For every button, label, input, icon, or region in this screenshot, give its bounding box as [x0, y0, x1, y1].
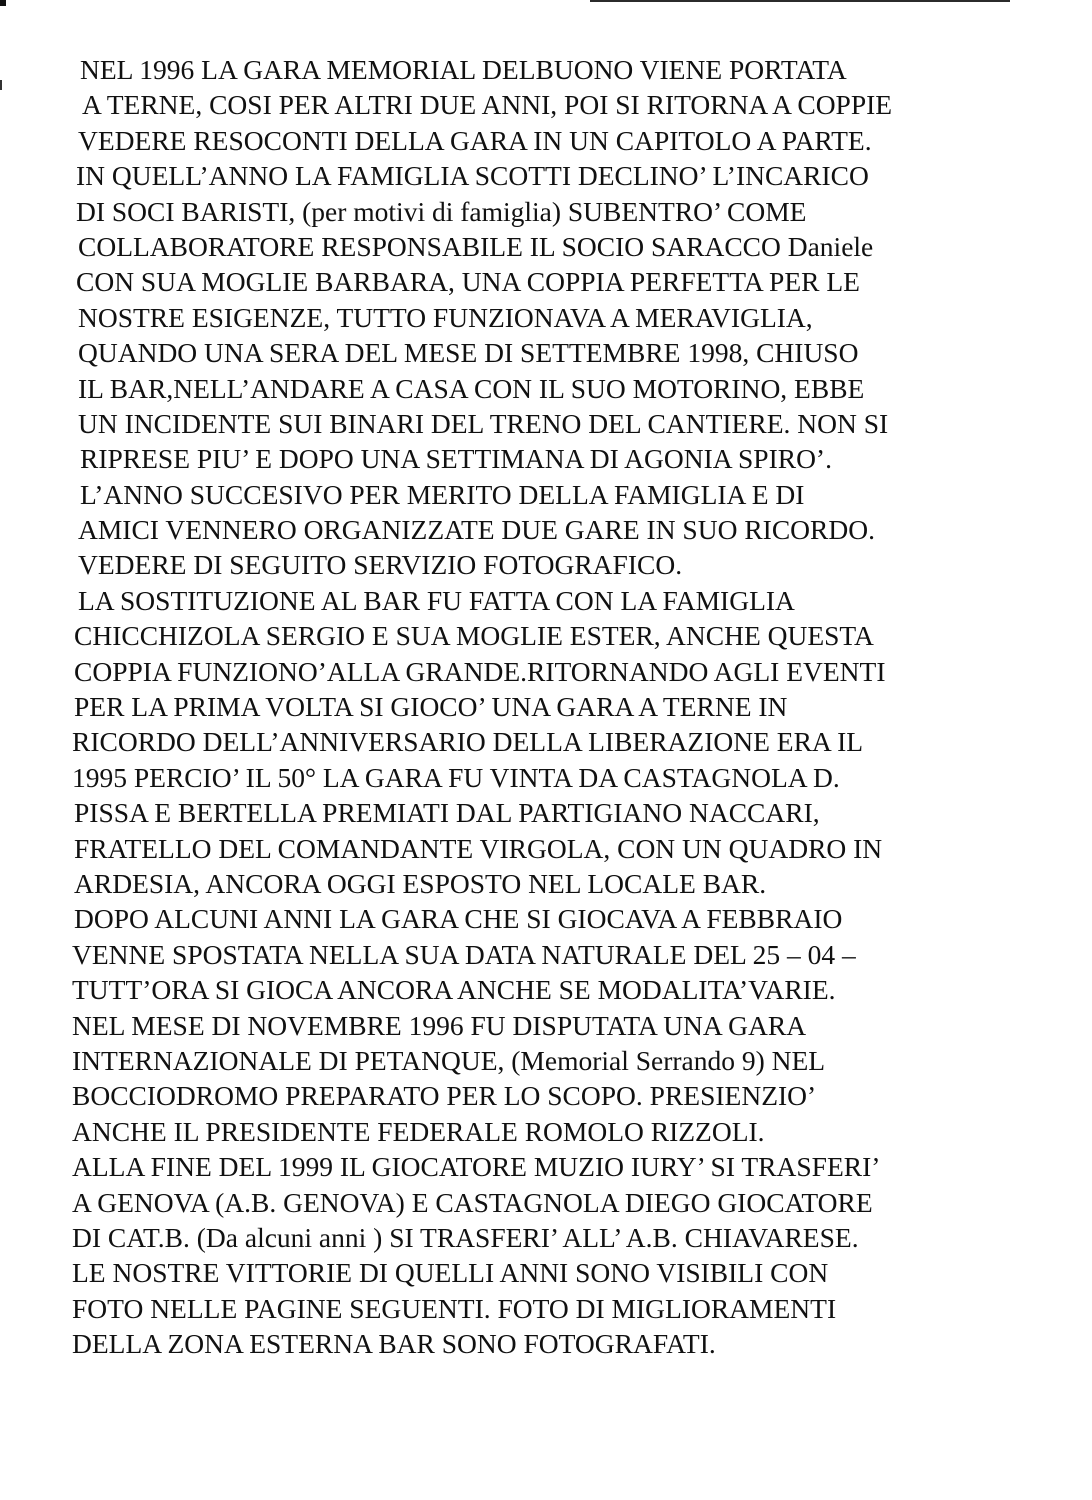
text-line: CHICCHIZOLA SERGIO E SUA MOGLIE ESTER, ANCHE QUESTA	[74, 620, 874, 652]
text-line: PISSA E BERTELLA PREMIATI DAL PARTIGIANO NACCARI,	[74, 797, 820, 829]
text-line: FOTO NELLE PAGINE SEGUENTI. FOTO DI MIGLIORAMENTI	[72, 1292, 837, 1324]
text-line: DI SOCI BARISTI, (per motivi di famiglia) SUBENTRO’ COME	[76, 195, 807, 227]
text-line: 1995 PERCIO’ IL 50° LA GARA FU VINTA DA CASTAGNOLA D.	[72, 761, 840, 793]
text-line: LE NOSTRE VITTORIE DI QUELLI ANNI SONO VISIBILI CON	[72, 1257, 829, 1289]
text-line: IL BAR,NELL’ANDARE A CASA CON IL SUO MOTORINO, EBBE	[78, 372, 865, 404]
text-line: CON SUA MOGLIE BARBARA, UNA COPPIA PERFETTA PER LE	[76, 266, 860, 298]
text-line: TUTT’ORA SI GIOCA ANCORA ANCHE SE MODALITA’VARIE.	[72, 974, 836, 1006]
text-line: VENNE SPOSTATA NELLA SUA DATA NATURALE DEL 25 – 04 –	[72, 938, 856, 970]
document-body	[72, 52, 1062, 1361]
text-line: ANCHE IL PRESIDENTE FEDERALE ROMOLO RIZZOLI.	[72, 1115, 765, 1147]
text-line: COLLABORATORE RESPONSABILE IL SOCIO SARACCO Daniele	[78, 230, 874, 262]
text-line: NEL 1996 LA GARA MEMORIAL DELBUONO VIENE PORTATA	[80, 54, 847, 85]
text-line: DI CAT.B. (Da alcuni anni ) SI TRASFERI’ ALL’ A.B. CHIAVARESE.	[72, 1221, 859, 1253]
text-line: NEL MESE DI NOVEMBRE 1996 FU DISPUTATA UNA GARA	[72, 1009, 807, 1041]
text-line: VEDERE DI SEGUITO SERVIZIO FOTOGRAFICO.	[78, 549, 683, 581]
text-line: NOSTRE ESIGENZE, TUTTO FUNZIONAVA A MERAVIGLIA,	[78, 301, 813, 333]
text-line: FRATELLO DEL COMANDANTE VIRGOLA, CON UN QUADRO IN	[74, 832, 883, 864]
text-line: QUANDO UNA SERA DEL MESE DI SETTEMBRE 1998, CHIUSO	[78, 337, 859, 369]
text-line: ARDESIA, ANCORA OGGI ESPOSTO NEL LOCALE BAR.	[74, 867, 767, 899]
text-line: RICORDO DELL’ANNIVERSARIO DELLA LIBERAZIONE ERA IL	[72, 726, 864, 758]
text-line: L’ANNO SUCCESIVO PER MERITO DELLA FAMIGLIA E DI	[80, 478, 805, 510]
text-line: UN INCIDENTE SUI BINARI DEL TRENO DEL CANTIERE. NON SI	[78, 407, 889, 439]
text-line: IN QUELL’ANNO LA FAMIGLIA SCOTTI DECLINO’ L’INCARICO	[76, 160, 869, 192]
text-line: PER LA PRIMA VOLTA SI GIOCO’ UNA GARA A TERNE IN	[74, 691, 788, 723]
scan-edge-top	[590, 0, 1010, 2]
text-line: DOPO ALCUNI ANNI LA GARA CHE SI GIOCAVA A FEBBRAIO	[74, 903, 843, 935]
text-line: AMICI VENNERO ORGANIZZATE DUE GARE IN SUO RICORDO.	[78, 514, 875, 546]
text-line: A TERNE, COSI PER ALTRI DUE ANNI, POI SI RITORNA A COPPIE	[82, 89, 893, 121]
text-line: VEDERE RESOCONTI DELLA GARA IN UN CAPITOLO A PARTE.	[78, 124, 872, 156]
text-line: BOCCIODROMO PREPARATO PER LO SCOPO. PRESIENZIO’	[72, 1080, 817, 1112]
text-line: COPPIA FUNZIONO’ALLA GRANDE.RITORNANDO AGLI EVENTI	[74, 655, 886, 687]
text-line: DELLA ZONA ESTERNA BAR SONO FOTOGRAFATI.	[72, 1328, 716, 1360]
scan-edge-mark	[0, 80, 2, 90]
text-line: RIPRESE PIU’ E DOPO UNA SETTIMANA DI AGONIA SPIRO’.	[80, 443, 832, 475]
text-line: INTERNAZIONALE DI PETANQUE, (Memorial Serrando 9) NEL	[72, 1044, 826, 1076]
text-line: A GENOVA (A.B. GENOVA) E CASTAGNOLA DIEGO GIOCATORE	[72, 1186, 873, 1218]
text-line: LA SOSTITUZIONE AL BAR FU FATTA CON LA FAMIGLIA	[78, 584, 795, 616]
scan-edge-corner	[0, 0, 6, 6]
text-line: ALLA FINE DEL 1999 IL GIOCATORE MUZIO IURY’ SI TRASFERI’	[72, 1151, 881, 1183]
